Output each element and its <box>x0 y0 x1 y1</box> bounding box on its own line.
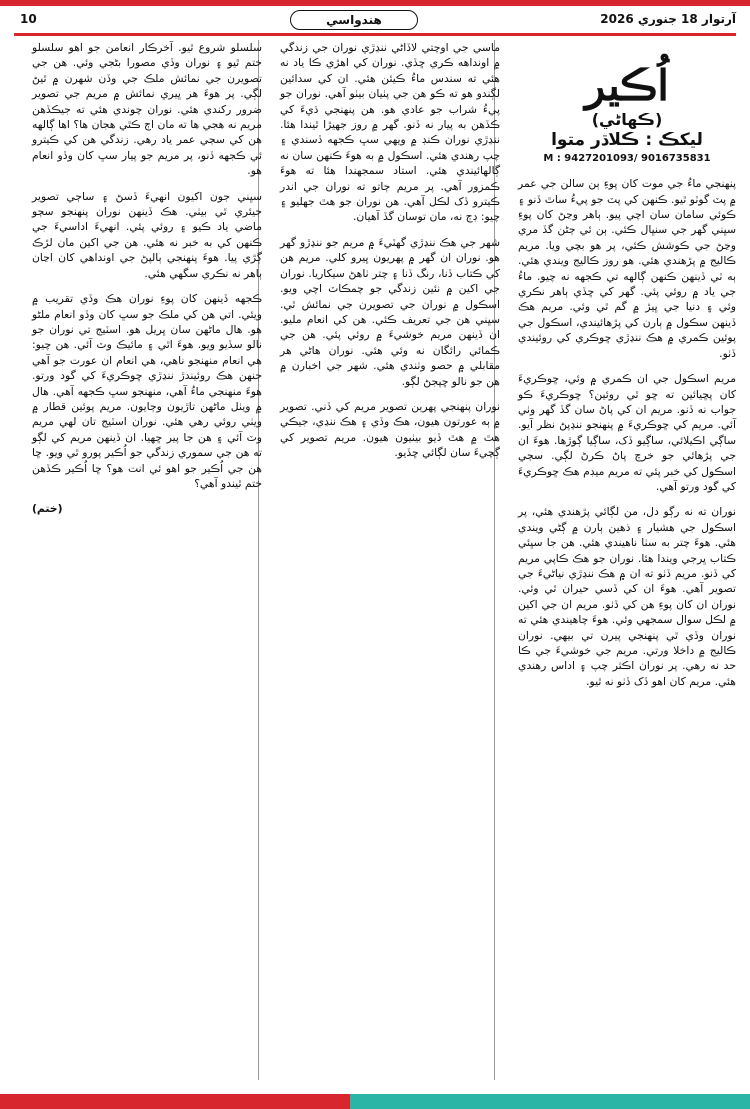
bottom-bar-red <box>0 1094 350 1109</box>
article-column-middle <box>280 40 500 471</box>
paragraph: شهر جي هڪ ننڍڙي گهٽيءَ ۾ مريم جو ننڍڙو گهر هو. نوران ان گهر ۾ پهريون ڀيرو کلي. مريم هن کي ڪتاب ڏنا، رنگ ڏنا ۽ چتر ٺاهڻ سيکاريا. نوران جي اکين ۾ نئين زندگي جو چمڪاٽ اچي ويو. اسڪول ۾ نوران جي تصويرن جي نمائش ٿي. سڀني هن جي تعريف ڪئي. هن کي انعام مليو. ان ڏينهن مريم خوشيءَ ۾ روئي پئي. هن جي ڪمائي رائگان نه وئي هئي. نوران هاڻي هر مقابلي ۾ حصو وٺندي هئي. شهر جي اخبارن ۾ هن جو نالو ڇپجڻ لڳو. <box>280 235 500 388</box>
paragraph: نوران ته نه رڳو دل، من لڳائي پڙهندي هئي، پر اسڪول جي هشيار ۽ ذهين ٻارن ۾ ڳڻي ويندي هئي. هوءَ چتر به سٺا ناهيندي هئي. هن جا سڀئي ڪتاب ڀرجي ويندا هئا. نوران جو هڪ ڪاپي مريم کي ڏنو. مريم ڏٺو ته ان ۾ هڪ ننڍڙي نياڻيءَ جي تصوير آهي. هوءَ ان کي ڏسي حيران ٿي وئي. نوران ان کان پوءِ هن کي ڏٺو. مريم ان جي اکين ۾ لڪل سوال سمجهي وئي. هوءَ چاهيندي هئي ته نوران وڏي ٿي پنهنجي پيرن تي بيهي. نوران ڪاليج ۾ داخلا ورتي. مريم جي خوشيءَ جي ڪا حد نه رهي. پر نوران اڪثر چپ ۽ اداس رهندي هئي. مريم کان اهو ڏک ڏٺو نه ٿيو. <box>518 505 736 688</box>
end-mark: (ختم) <box>32 502 63 516</box>
paragraph: پنهنجي ماءُ جي موت کان پوءِ ٻن سالن جي عمر ۾ پٽ گوٽو ٿيو. ڪنهن کي پٽ جو پيءُ ساٿ ڏنو ۽ ڪوئي سامان سان اچي پيو. ٻاهر وڃڻ کان پوءِ سڀني گهر جي سنڀال ڪئي. ٻن ئي ڄڻن گڏ مري وڃڻ جي ڪوشش ڪئي، پر هو بچي ويا. مريم ڪاليج ۾ پڙهندي هئي. هو روز ڪاليج ويندي هئي. ٻه ٽي ڏينهن ڪنهن ڳالهه تي ڪجهه نه چيو. ماءُ جي ياد ۾ روئي پئي. گهر کي ڇڏي ٻاهر نڪري وئي ۽ دنيا جي ڀيڙ ۾ گم ٿي وئي. مريم هڪ ڏينهن سڪول ۾ ٻارن کي پڙهائيندي، اسڪول جي پوئين ڪمري ۾ هڪ ننڍڙي ڇوڪري کي روئيندي ڏٺو. <box>518 177 736 360</box>
story-title: اُڪير <box>585 61 669 110</box>
story-author: ليکڪ : ڪلاڌر متوا <box>551 130 703 151</box>
paragraph: نوران پنهنجي پهرين تصوير مريم کي ڏني. تصوير ۾ ٻه عورتون هيون، هڪ وڏي ۽ هڪ ننڍي، جيڪي هٿ ۾ هٿ ڏيو بيٺيون هيون. مريم تصوير کي ڳچيءَ سان لڳائي ڇڏيو. <box>280 399 500 460</box>
story-genre: (ڪهاڻي) <box>591 110 663 129</box>
paragraph: مريم اسڪول جي ان ڪمري ۾ وئي، ڇوڪريءَ کان پڇيائين ته ڇو ٿي روئين؟ ڇوڪريءَ ڪو جواب نه ڏنو. مريم ان کي پاڻ سان گڏ گهر وٺي آئي. مريم کي ڇوڪريءَ ۾ پنهنجو ننڍپڻ نظر آيو. ساڳي اڪيلائي، ساڳيو ڏک، ساڳيا ڳوڙها. هوءَ ان جي پڙهائي جو خرچ پاڻ ڪرڻ لڳي. سڄي اسڪول کي خبر پئي ته مريم ميڊم هڪ ڇوڪريءَ کي گود ورتو آهي. <box>518 372 736 493</box>
author-phone: M : 9427201093/ 9016735831 <box>543 152 711 164</box>
newspaper-logo: هندواسي <box>290 10 418 30</box>
bottom-bar-teal <box>350 1094 750 1109</box>
article-column-right <box>518 40 736 699</box>
issue-date: آرتوار 18 جنوري 2026 <box>600 12 736 26</box>
paragraph: سڀني جون اکيون انهيءَ ڏسڻ ۽ ساڄي تصوير جيئري ٿي بيٺي. هڪ ڏينهن نوران پنهنجو سڄو ماضي ياد ڪيو ۽ روئي پئي. انهيءَ اداسيءَ جي ڪنهن کي به خبر نه هئي. هن جي اکين مان لڙڪ ڳڙي پيا. هوءَ پنهنجي ٻالپڻ جي اونداهي کان اڃان ٻاهر نه نڪري سگهي هئي. <box>32 189 262 280</box>
header-divider <box>14 33 736 36</box>
paragraph: ماسي جي اوچتي لاڏاڻي ننڍڙي نوران جي زندگي ۾ اونداهه ڪري ڇڏي. نوران کي اهڙي ڪا ياد نه هئي ته سندس ماءُ ڪيئن هئي. ان کي سدائين لڳندو هو ته ڪو هن جي پٺيان بيٺو آهي. نوران جو پيءُ شراب جو عادي هو. هن پنهنجي ڌيءَ کي ڪڏهن به پيار نه ڏنو. گهر ۾ روز جهيڙا ٿيندا هئا. ننڍڙي نوران ڪنڊ ۾ ويهي سڀ ڪجهه ڏسندي ۽ چپ رهندي هئي. اسڪول ۾ به هوءَ ڪنهن سان نه ڳالهائيندي هئي. استاد سمجهندا هئا ته هوءَ ڪمزور آهي. پر مريم ڄاتو ته نوران جي اندر ڪيترو ڏک لڪل آهي. هن نوران جو هٿ جهليو ۽ چيو: ڊڄ نه، مان توسان گڏ آهيان. <box>280 41 500 224</box>
page-header <box>0 8 750 32</box>
paragraph: ڪجهه ڏينهن کان پوءِ نوران هڪ وڏي تقريب ۾ ويئي. اتي هن کي ملڪ جو سڀ کان وڏو انعام ملڻو هو. هال ماڻهن سان ڀريل هو. اسٽيج تي نوران جو نالو سڏيو ويو. هوءَ اٿي ۽ مائيڪ وٽ آئي. هن چيو: هي انعام منهنجو ناهي، هي انعام ان عورت جو آهي جنهن هڪ روئيندڙ ننڍڙي ڇوڪريءَ کي گود ورتو. هوءَ منهنجي ماءُ آهي، منهنجو سڀ ڪجهه آهي. هال ۾ ويٺل ماڻهن تاڙيون وڄايون. مريم پوئين قطار ۾ ويٺي روئي رهي هئي. نوران اسٽيج تان لهي مريم وٽ آئي ۽ هن جا پير ڇهيا. ان ڏينهن مريم کي لڳو ته هن جي سموري زندگي جو اُڪير پورو ٿي ويو. ڇا هن جي اُڪير جو اهو ئي انت هو؟ ڇا اُڪير ڪڏهن ختم ٿيندو آهي؟ <box>32 292 262 490</box>
article-column-left <box>32 40 262 527</box>
bottom-color-bar <box>0 1094 750 1109</box>
paragraph: سلسلو شروع ٿيو. آخرڪار انعامن جو اهو سلسلو ختم ٿيو ۽ نوران وڏي مصورا بڻجي وئي. هن جي تصويرن جي نمائش ملڪ جي وڏن شهرن ۾ ٿيڻ لڳي. پر هوءَ هر ڀيري نمائش ۾ مريم جي تصوير ضرور رکندي هئي. نوران چوندي هئي ته جيڪڏهن مريم نه هجي ها ته مان اڄ ڪٿي هجان ها؟ اها ڳالهه هن کي سڄي عمر ياد رهي. زندگي هن کي ڪيترو ئي ڪجهه ڏنو، پر مريم جو پيار سڀ کان وڏو انعام هو. <box>32 41 262 178</box>
top-color-bar <box>0 0 750 6</box>
page-number: 10 <box>20 12 37 26</box>
